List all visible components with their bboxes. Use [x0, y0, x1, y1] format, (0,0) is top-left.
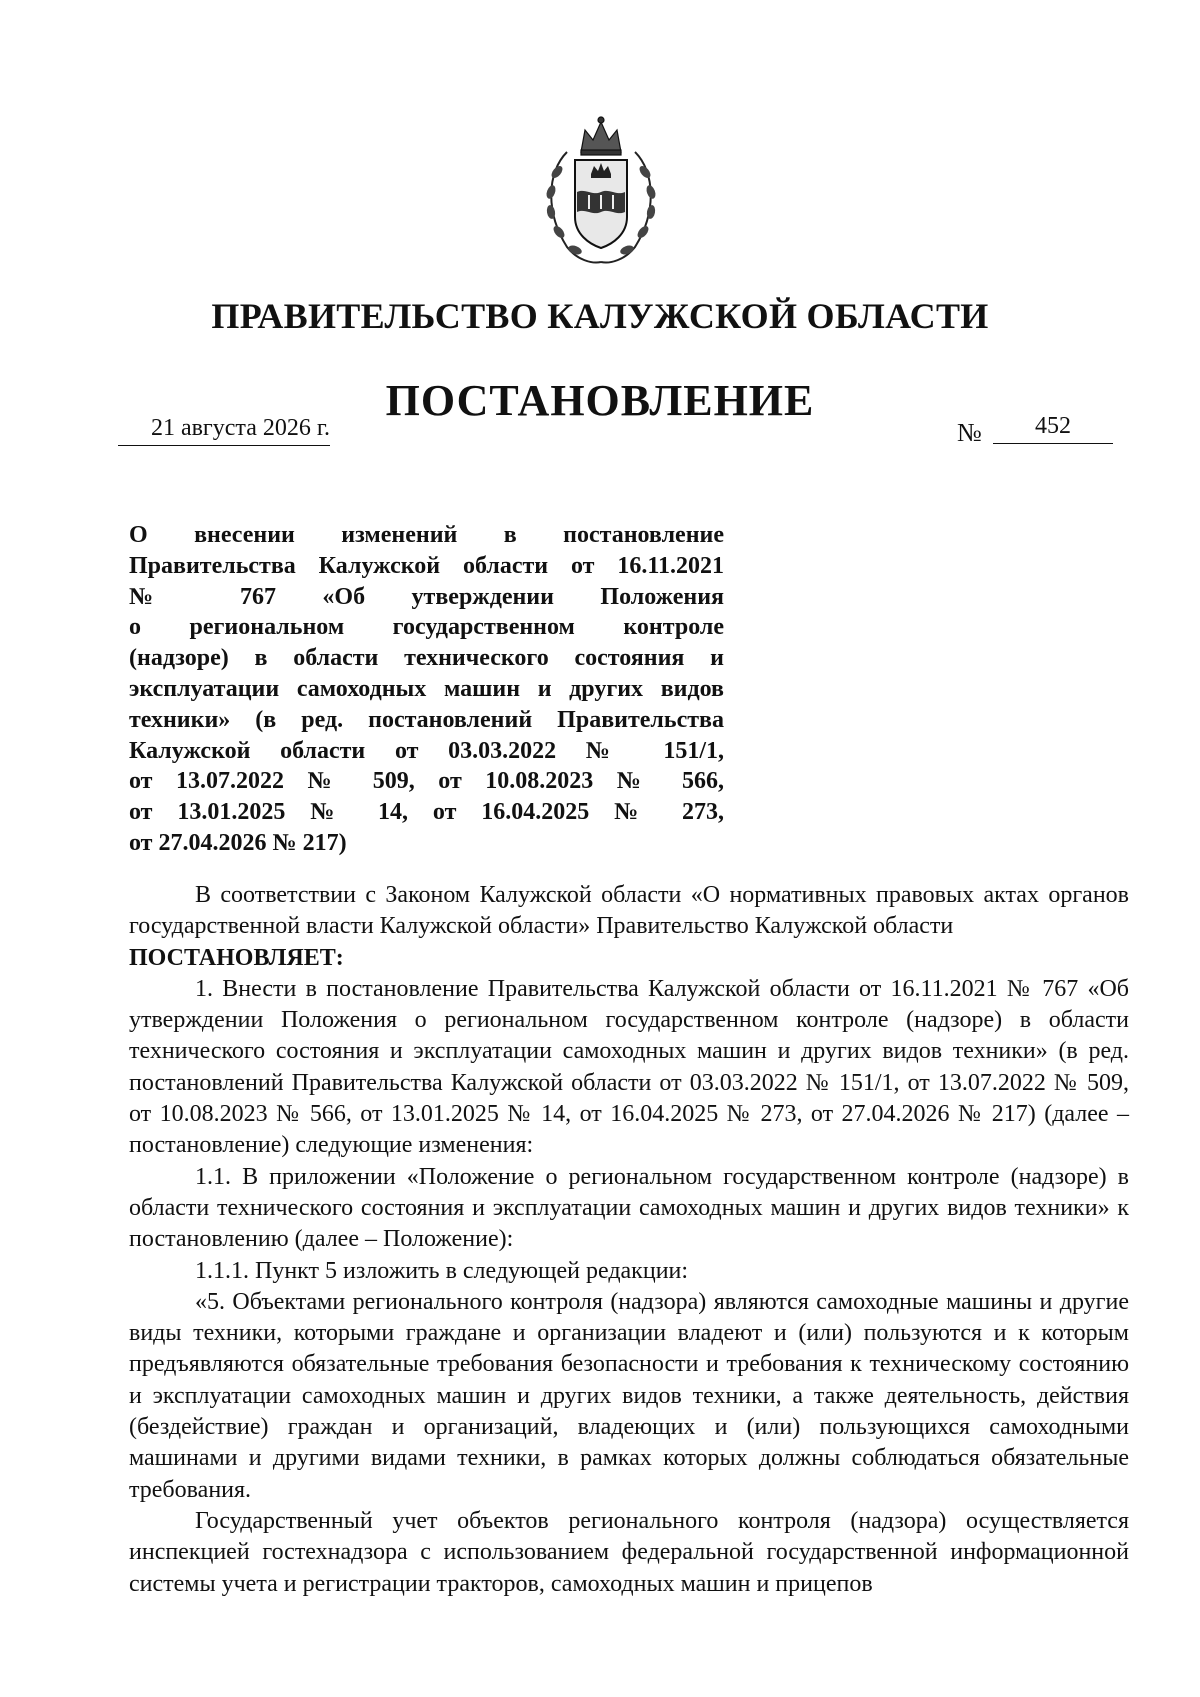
resolves-heading: ПОСТАНОВЛЯЕТ:	[129, 944, 344, 971]
subject-line: техники» (в ред. постановлений Правительства	[129, 706, 724, 733]
coat-of-arms-emblem	[537, 112, 665, 267]
document-number: 452	[993, 413, 1113, 444]
subject-line: о региональном государственном контроле	[129, 614, 724, 641]
subject-line: О внесении изменений в постановление	[129, 522, 724, 548]
document-body	[129, 880, 1129, 1600]
paragraph-1-1-1: 1.1.1. Пункт 5 изложить в следующей редакции:	[195, 1257, 689, 1284]
preamble-paragraph: В соответствии с Законом Калужской области «О нормативных правовых актах органов государственной власти Калужской области» Правительство Калужской области	[129, 882, 1129, 940]
subject-line: Калужской области от 03.03.2022 № 151/1,	[129, 737, 724, 764]
government-title: ПРАВИТЕЛЬСТВО КАЛУЖСКОЙ ОБЛАСТИ	[211, 296, 989, 336]
paragraph-1-1: 1.1. В приложении «Положение о региональном государственном контроле (надзоре) в области технического состояния и эксплуатации самоходных машин и других видов техники» к постановлению (далее – Положение):	[129, 1163, 1129, 1253]
subject-line: (надзоре) в области технического состояния и	[129, 645, 724, 672]
subject-line: Правительства Калужской области от 16.11.2021	[129, 552, 724, 579]
paragraph-1: 1. Внести в постановление Правительства Калужской области от 16.11.2021 № 767 «Об утверждении Положения о региональном государственном контроле (надзоре) в области технического состояния и эксплуатации самоходных машин и других видов техники» (в ред. постановлений Правительства Калужской области от 03.03.2022 № 151/1, от 13.07.2022 № 509, от 10.08.2023 № 566, от 13.01.2025 № 14, от 16.04.2025 № 273, от 27.04.2026 № 217) (далее – постановление) следующие изменения:	[129, 975, 1129, 1159]
subject-line: от 13.01.2025 № 14, от 16.04.2025 № 273,	[129, 799, 724, 826]
document-subject	[129, 520, 724, 859]
document-type-title: ПОСТАНОВЛЕНИЕ	[385, 376, 815, 425]
kaluga-coat-of-arms-icon	[537, 112, 665, 267]
paragraph-point-5: «5. Объектами регионального контроля (надзора) являются самоходные машины и другие виды техники, которыми граждане и организации владеют и (или) пользуются и к которым предъявляются обязательные требования безопасности и требования к техническому состоянию и эксплуатации самоходных машин и других видов техники, а также деятельность, действия (бездействие) граждан и организаций, владеющих и (или) пользующихся самоходными машинами и другими видами техники, в рамках которых должны соблюдаться обязательные требования.	[129, 1288, 1129, 1503]
document-date: 21 августа 2026 г.	[118, 415, 330, 446]
number-label: №	[957, 418, 982, 447]
subject-line: от 13.07.2022 № 509, от 10.08.2023 № 566,	[129, 768, 724, 795]
subject-line: № 767 «Об утверждении Положения	[129, 583, 724, 610]
subject-line: от 27.04.2026 № 217)	[129, 829, 347, 856]
subject-line: эксплуатации самоходных машин и других видов	[129, 675, 724, 702]
paragraph-state-registration: Государственный учет объектов регионального контроля (надзора) осуществляется инспекцией гостехнадзора с использованием федеральной государственной информационной системы учета и регистрации тракторов, самоходных машин и прицепов	[129, 1507, 1129, 1597]
